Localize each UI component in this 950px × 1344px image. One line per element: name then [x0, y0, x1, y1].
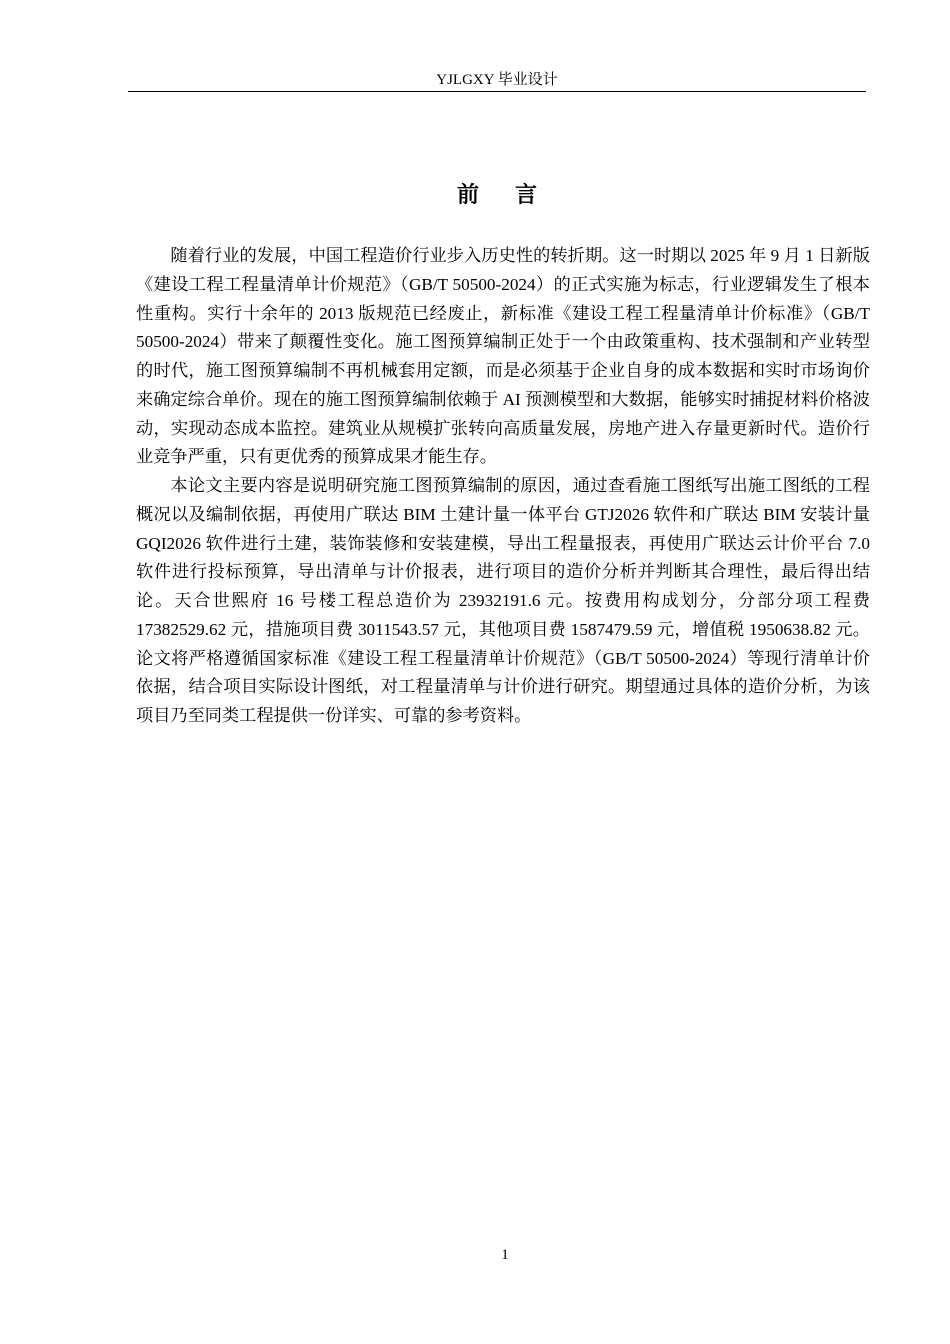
body-text — [136, 242, 870, 731]
paragraph-content-summary: 本论文主要内容是说明研究施工图预算编制的原因，通过查看施工图纸写出施工图纸的工程概况以及编制依据，再使用广联达 BIM 土建计量一体平台 GTJ2026 软件和广联达 BIM 安装计量 GQI2026 软件进行土建，装饰装修和安装建模，导出工程量报表，再使用广联达云计价平台 7.0 软件进行投标预算，导出清单与计价报表，进行项目的造价分析并判断其合理性，最后得出结论。天合世熙府 16 号楼工程总造价为 23932191.6 元。按费用构成划分，分部分项工程费 17382529.62 元，措施项目费 3011543.57 元，其他项目费 1587479.59 元，增值税 1950638.82 元。论文将严格遵循国家标准《建设工程工程量清单计价规范》（GB/T 50500-2024）等现行清单计价依据，结合项目实际设计图纸，对工程量清单与计价进行研究。期望通过具体的造价分析，为该项目乃至同类工程提供一份详实、可靠的参考资料。 — [136, 476, 870, 725]
header-divider — [128, 91, 866, 92]
page-title: 前言 — [456, 182, 573, 207]
page-number: 1 — [501, 1247, 509, 1263]
paragraph-background: 随着行业的发展，中国工程造价行业步入历史性的转折期。这一时期以 2025 年 9 月 1 日新版《建设工程工程量清单计价规范》（GB/T 50500-2024）的正式实施为标志，行业逻辑发生了根本性重构。实行十余年的 2013 版规范已经废止，新标准《建设工程工程量清单计价标准》（GB/T 50500-2024）带来了颠覆性变化。施工图预算编制正处于一个由政策重构、技术强制和产业转型的时代，施工图预算编制不再机械套用定额，而是必须基于企业自身的成本数据和实时市场询价来确定综合单价。现在的施工图预算编制依赖于 AI 预测模型和大数据，能够实时捕捉材料价格波动，实现动态成本监控。建筑业从规模扩张转向高质量发展，房地产进入存量更新时代。造价行业竞争严重，只有更优秀的预算成果才能生存。 — [136, 246, 870, 467]
page-header: YJLGXY 毕业设计 — [436, 72, 558, 88]
